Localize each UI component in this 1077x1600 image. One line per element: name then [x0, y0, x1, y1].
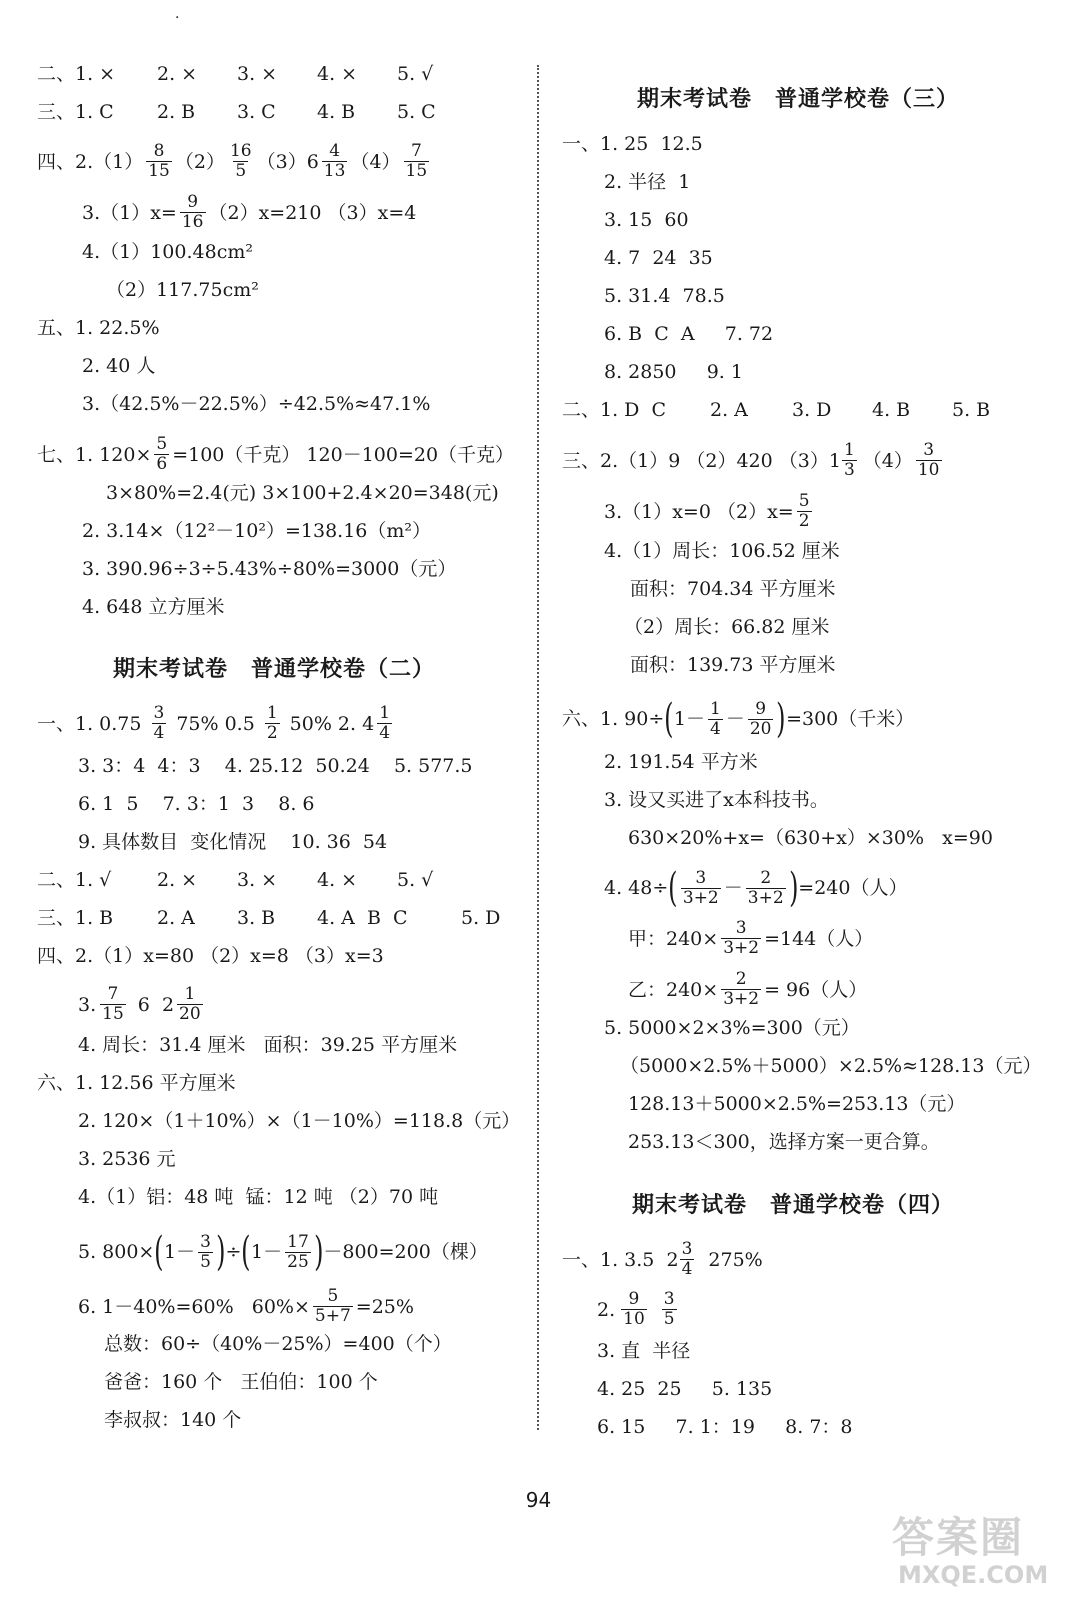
fraction [322, 142, 348, 181]
fraction [146, 142, 172, 181]
answer-line: （2）117.75cm² [106, 279, 259, 301]
section-label: 五、 [37, 317, 76, 339]
answer-line: 3. 2536 元 [78, 1148, 176, 1170]
answer-item: 3. C [237, 101, 276, 123]
answer-text: 2. [597, 1298, 616, 1321]
answer-line [628, 919, 873, 958]
answer-text: 乙：240× [628, 978, 719, 1001]
numerator: 17 [287, 1231, 309, 1252]
answer-line: 8. 2850 9. 1 [604, 361, 743, 383]
numerator: 1 [379, 703, 391, 723]
numerator: 1 [709, 698, 721, 719]
section-label: 三、 [562, 449, 601, 472]
answer-text: 6 2 [137, 993, 175, 1016]
right-paren: ) [216, 1229, 226, 1275]
answer-line [37, 98, 436, 126]
section-label: 四、 [37, 150, 76, 173]
answer-line: 6. B C A 7. 72 [604, 323, 774, 345]
numerator: 1 [843, 440, 855, 460]
answer-line: 4. 周长：31.4 厘米 面积：39.25 平方厘米 [78, 1034, 458, 1056]
answer-text: （2）x=210 （3）x=4 [208, 201, 417, 224]
left-paren: ( [154, 1229, 164, 1275]
answer-text: 1. 0.75 [75, 712, 142, 735]
answer-line: 5. 31.4 78.5 [604, 285, 725, 307]
answer-text: （4） [862, 449, 913, 472]
answer-item: 5. C [397, 101, 436, 123]
denominator: 10 [623, 1309, 645, 1329]
answer-line [82, 193, 416, 232]
watermark-site: MXQE.COM [898, 1561, 1049, 1589]
answer-line [78, 1287, 414, 1326]
answer-line: （2）周长：66.82 厘米 [624, 616, 830, 638]
fraction [180, 193, 206, 232]
denominator: 5 [235, 161, 247, 181]
numerator: 3 [200, 1231, 211, 1252]
numerator: 3 [153, 703, 165, 723]
answer-line [37, 704, 395, 743]
answer-text: 2.（1） [75, 150, 144, 173]
section-label: 二、 [37, 869, 76, 891]
answer-item: 1. × [75, 63, 116, 85]
answer-line: 2. 120×（1＋10%）×（1－10%）=118.8（元） [78, 1110, 521, 1132]
answer-item: 2. × [157, 869, 198, 891]
section-label: 一、 [562, 1248, 601, 1271]
answer-text: 3.（1）x=0 （2）x= [604, 500, 794, 523]
page-number: 94 [525, 1488, 552, 1512]
answer-item: 5. √ [397, 63, 434, 85]
fraction [681, 869, 721, 908]
denominator: 25 [287, 1251, 309, 1272]
answer-line: 面积：704.34 平方厘米 [630, 578, 836, 600]
watermark-text: 答案圈 [892, 1513, 1025, 1562]
answer-item: 2. A [710, 399, 748, 421]
answer-line: 128.13＋5000×2.5%=253.13（元） [628, 1093, 966, 1115]
answer-item: 4. × [317, 869, 358, 891]
answer-text: =240（人） [798, 877, 908, 899]
answer-text: 1－ [251, 1241, 283, 1263]
answer-line: 3. 直 半径 [597, 1340, 691, 1362]
answer-line: 4. 648 立方厘米 [82, 596, 225, 618]
answer-text: 1. 25 12.5 [600, 133, 703, 155]
fraction [265, 704, 280, 743]
answer-item: 2. B [157, 101, 196, 123]
answer-line [37, 904, 500, 932]
answer-text: 1. 12.56 平方厘米 [75, 1072, 236, 1094]
denominator: 5 [663, 1309, 675, 1329]
answer-line: 6. 1 5 7. 3：1 3 8. 6 [78, 793, 315, 815]
numerator: 2 [735, 969, 747, 989]
answer-text: 1. 90÷ [600, 708, 665, 730]
fraction [377, 704, 392, 743]
answer-text: 1. 120× [75, 443, 152, 466]
answer-text: 75% 0.5 [176, 712, 255, 735]
answer-line [37, 314, 160, 342]
right-paren: ) [788, 865, 799, 911]
answer-line: 3. 3：4 4：3 4. 25.12 50.24 5. 577.5 [78, 755, 473, 777]
answer-item: 5. √ [397, 869, 434, 891]
answer-line: 3×80%=2.4(元) 3×100+2.4×20=348(元) [106, 482, 499, 504]
answer-line [604, 865, 908, 911]
fraction [721, 970, 761, 1009]
answer-item: 4. B [872, 399, 911, 421]
numerator: 3 [663, 1289, 675, 1309]
answer-line: 3. 设又买进了x本科技书。 [604, 789, 829, 811]
answer-line: 2. 40 人 [82, 355, 156, 377]
answer-line: （5000×2.5%＋5000）×2.5%≈128.13（元） [620, 1055, 1042, 1077]
denominator: 5 [200, 1251, 211, 1272]
section-label: 六、 [37, 1072, 76, 1094]
fraction [708, 700, 723, 739]
answer-line: 4. 7 24 35 [604, 247, 713, 269]
denominator: 4 [709, 718, 721, 739]
answer-text: 3.（1）x= [82, 201, 177, 224]
answer-text: 1. 3.5 2 [600, 1248, 679, 1271]
answer-item: 1. √ [75, 869, 112, 891]
answer-line: 630×20%+x=（630+x）×30% x=90 [628, 827, 993, 849]
section-label: 六、 [562, 708, 601, 730]
numerator: 1 [266, 703, 278, 723]
numerator: 7 [410, 141, 422, 161]
numerator: 9 [755, 698, 767, 719]
fraction [680, 1240, 695, 1279]
answer-line [78, 1229, 488, 1275]
answer-item: 3. B [237, 907, 276, 929]
answer-text: 4. 48÷ [604, 877, 669, 899]
answer-item: 1. D C [600, 399, 667, 421]
section-label: 三、 [37, 907, 76, 929]
answer-item: 5. D [461, 907, 501, 929]
fraction [721, 919, 761, 958]
fraction [797, 492, 812, 531]
numerator: 3 [681, 1239, 693, 1259]
answer-item: 4. × [317, 63, 358, 85]
answer-text: =25% [355, 1295, 414, 1318]
answer-line [562, 1240, 763, 1279]
answer-item: 1. C [75, 101, 114, 123]
section-title: 期末考试卷 普通学校卷（三） [637, 87, 960, 112]
fraction [842, 441, 857, 480]
answer-text: = 96（人） [764, 978, 868, 1001]
answer-line [562, 696, 915, 742]
fraction [916, 441, 942, 480]
left-column [0, 0, 521, 1480]
answer-text: 6. 1－40%=60% 60%× [78, 1295, 310, 1318]
answer-item: 4. B [317, 101, 356, 123]
denominator: 16 [181, 212, 204, 232]
numerator: 7 [107, 984, 119, 1004]
stray-dot: · [175, 10, 180, 26]
numerator: 3 [735, 918, 747, 938]
answer-item: 3. × [237, 63, 278, 85]
answer-line [37, 435, 514, 474]
denominator: 4 [153, 723, 165, 743]
answer-line [37, 866, 433, 894]
answer-line [562, 441, 945, 480]
watermark-logo [892, 1505, 1067, 1593]
denominator: 4 [681, 1259, 693, 1279]
answer-line: 9. 具体数目 变化情况 10. 36 54 [78, 831, 388, 853]
answer-line: 2. 191.54 平方米 [604, 751, 758, 773]
answer-text: 2.（1）x=80 （2）x=8 （3）x=3 [75, 945, 384, 967]
answer-text: －800=200（棵） [323, 1241, 488, 1263]
denominator: 15 [405, 161, 428, 181]
fraction [621, 1290, 647, 1329]
answer-text: （2） [174, 150, 225, 173]
fraction [100, 985, 126, 1024]
answer-text: 2.（1）9 （2）420 （3）1 [600, 449, 841, 472]
denominator: 6 [156, 454, 168, 474]
answer-line: 2. 3.14×（12²－10²）=138.16（m²） [82, 520, 432, 542]
answer-line: 面积：139.73 平方厘米 [630, 654, 836, 676]
fraction [404, 142, 430, 181]
answer-line [37, 942, 384, 970]
fraction [746, 869, 786, 908]
numerator: 5 [156, 434, 168, 454]
denominator: 3 [843, 460, 855, 480]
denominator: 20 [749, 718, 772, 739]
section-label: 一、 [562, 133, 601, 155]
section-label: 二、 [562, 399, 601, 421]
answer-text: =100（千克） 120－100=20（千克） [172, 443, 515, 466]
answer-text: 3. [78, 993, 97, 1016]
answer-line: 李叔叔：140 个 [104, 1409, 242, 1431]
answer-text: － [723, 877, 743, 899]
answer-text: （3）6 [256, 150, 319, 173]
answer-line [37, 60, 433, 88]
right-paren: ) [313, 1229, 324, 1275]
answer-line: 4.（1）100.48cm² [82, 241, 253, 263]
section-label: 四、 [37, 945, 76, 967]
section-label: 二、 [37, 63, 76, 85]
fraction [228, 142, 254, 181]
answer-line: 爸爸：160 个 王伯伯：100 个 [104, 1371, 378, 1393]
answer-line: 253.13＜300，选择方案一更合算。 [628, 1131, 940, 1153]
denominator: 13 [323, 161, 346, 181]
answer-line [628, 970, 867, 1009]
right-column [560, 0, 1060, 1480]
numerator: 1 [184, 984, 196, 1004]
fraction [313, 1287, 353, 1326]
left-paren: ( [664, 696, 674, 742]
denominator: 20 [179, 1004, 201, 1024]
answer-item: 2. A [157, 907, 195, 929]
numerator: 5 [327, 1286, 339, 1306]
answer-line: 4. 25 25 5. 135 [597, 1378, 773, 1400]
answer-item: 3. × [237, 869, 278, 891]
fraction [177, 985, 203, 1024]
numerator: 4 [329, 141, 341, 161]
numerator: 5 [798, 491, 810, 511]
section-label: 七、 [37, 443, 76, 466]
numerator: 8 [153, 141, 165, 161]
answer-line [78, 985, 206, 1024]
fraction [198, 1233, 213, 1272]
fraction [154, 435, 169, 474]
answer-text: ÷ [225, 1241, 242, 1263]
column-divider [537, 65, 539, 1430]
answer-line [562, 396, 990, 424]
answer-line: 6. 15 7. 1：19 8. 7：8 [597, 1416, 853, 1438]
denominator: 15 [148, 161, 170, 181]
answer-line [604, 492, 815, 531]
fraction [748, 700, 774, 739]
answer-item: 4. A B C [317, 907, 408, 929]
numerator: 3 [923, 440, 935, 460]
denominator: 2 [266, 723, 278, 743]
numerator: 9 [628, 1289, 640, 1309]
answer-text: =300（千米） [786, 708, 915, 730]
answer-line: 2. 半径 1 [604, 171, 691, 193]
section-label: 三、 [37, 101, 76, 123]
numerator: 9 [187, 192, 199, 212]
answer-line [37, 142, 432, 181]
left-paren: ( [241, 1229, 251, 1275]
denominator: 3+2 [682, 887, 719, 908]
denominator: 3+2 [723, 989, 760, 1009]
denominator: 3+2 [723, 938, 760, 958]
fraction [662, 1290, 677, 1329]
denominator: 2 [798, 511, 810, 531]
answer-item: 1. B [75, 907, 114, 929]
answer-item: 3. D [792, 399, 832, 421]
fraction [152, 704, 167, 743]
numerator: 16 [229, 141, 252, 161]
denominator: 5+7 [314, 1306, 351, 1326]
answer-text: － [725, 708, 745, 730]
denominator: 3+2 [747, 887, 784, 908]
answer-line [37, 1069, 236, 1097]
answer-item: 2. × [157, 63, 198, 85]
answer-text: 5. 800× [78, 1241, 155, 1263]
answer-line [597, 1290, 680, 1329]
section-title: 期末考试卷 普通学校卷（二） [113, 657, 436, 682]
answer-line: 3. 15 60 [604, 209, 689, 231]
left-paren: ( [668, 865, 678, 911]
section-title: 期末考试卷 普通学校卷（四） [632, 1193, 955, 1218]
answer-line [562, 130, 703, 158]
fraction [285, 1233, 311, 1272]
answer-text: （4） [350, 150, 401, 173]
answer-text: 1. 22.5% [75, 317, 160, 339]
answer-text: 1－ [163, 1241, 196, 1263]
answer-line: 4.（1）周长：106.52 厘米 [604, 540, 840, 562]
numerator: 2 [760, 867, 772, 888]
answer-line: 总数：60÷（40%－25%）=400（个） [104, 1333, 452, 1355]
answer-line: 3. 390.96÷3÷5.43%÷80%=3000（元） [82, 558, 457, 580]
denominator: 10 [917, 460, 940, 480]
answer-text: =144（人） [764, 927, 874, 950]
denominator: 4 [379, 723, 391, 743]
answer-line: 5. 5000×2×3%=300（元） [604, 1017, 860, 1039]
answer-line: 3.（42.5%－22.5%）÷42.5%≈47.1% [82, 393, 431, 415]
numerator: 3 [695, 867, 707, 888]
answer-line: 4.（1）铝：48 吨 锰：12 吨 （2）70 吨 [78, 1186, 439, 1208]
denominator: 15 [102, 1004, 124, 1024]
answer-text: 50% 2. 4 [289, 712, 375, 735]
answer-text: 275% [708, 1248, 763, 1271]
answer-text: 1－ [673, 708, 705, 730]
section-label: 一、 [37, 712, 76, 735]
right-paren: ) [776, 696, 786, 742]
answer-item: 5. B [952, 399, 991, 421]
answer-text: 甲：240× [628, 927, 719, 950]
